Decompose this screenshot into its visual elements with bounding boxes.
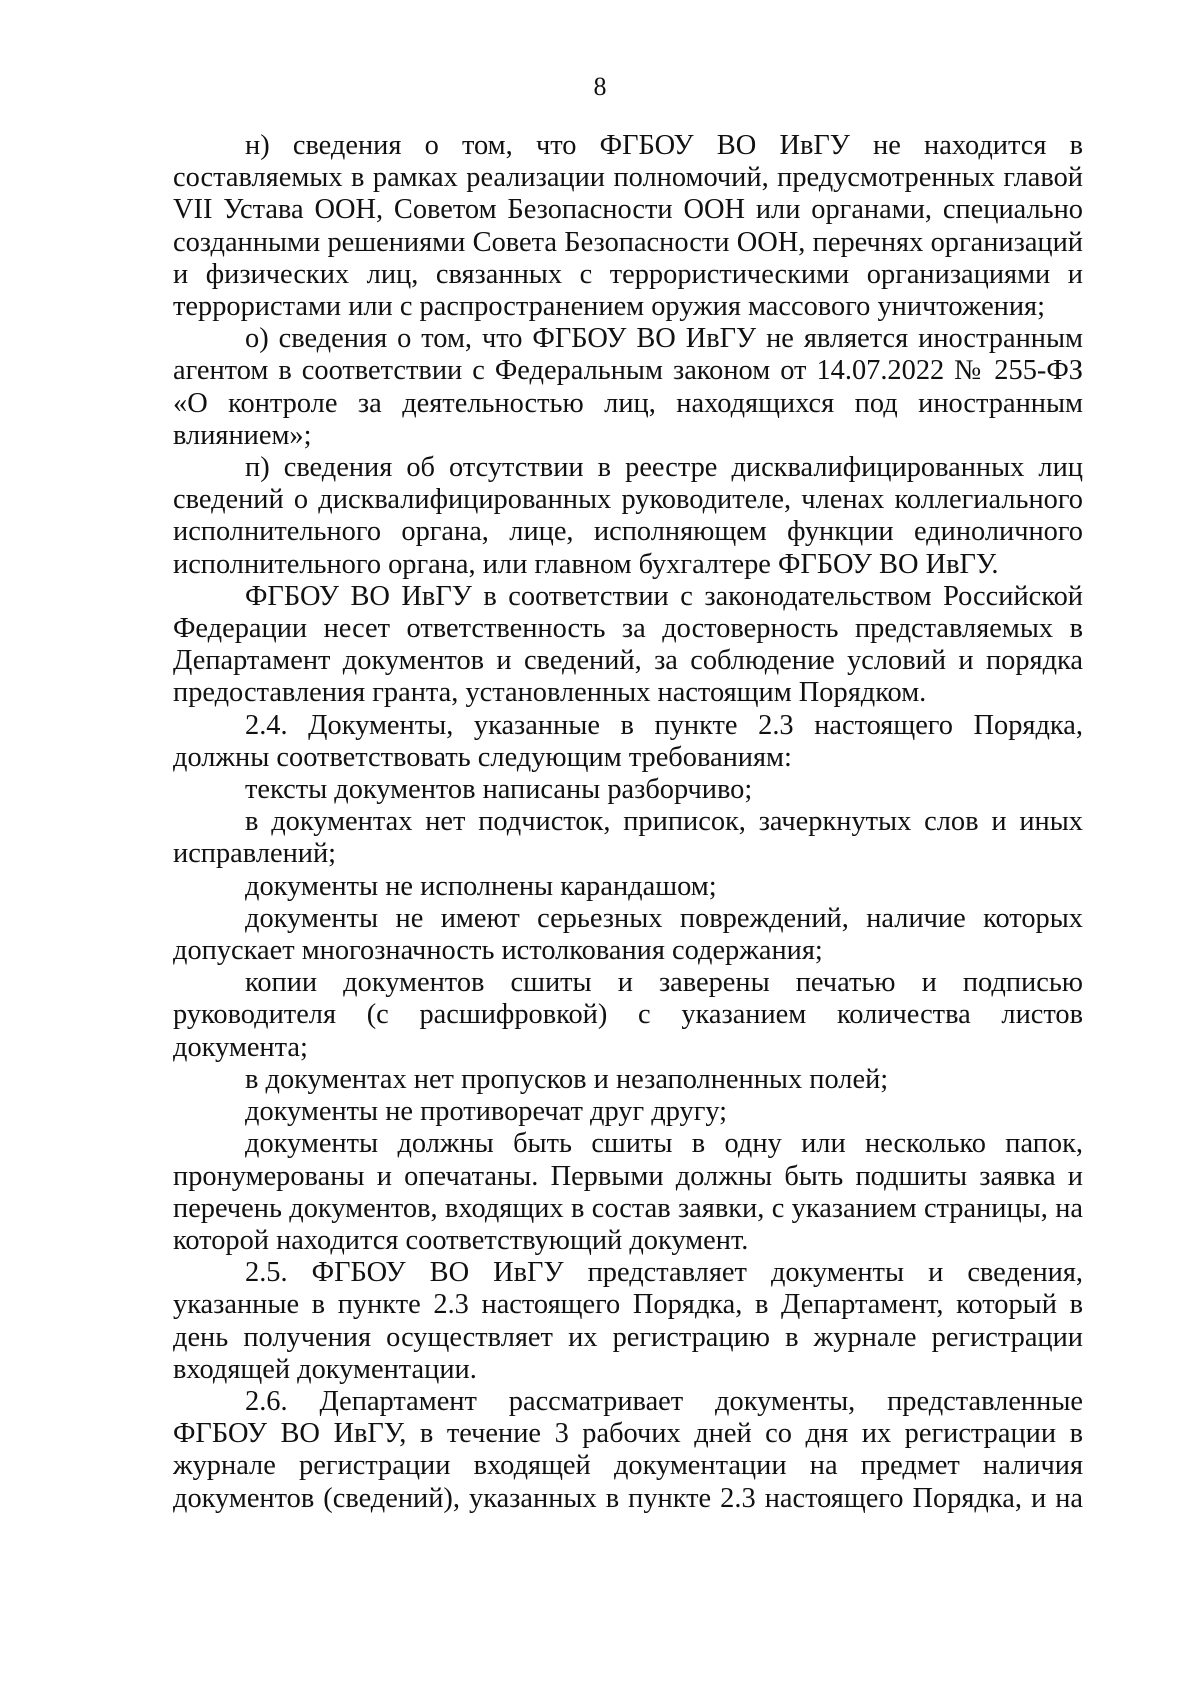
page-number: 8	[593, 72, 607, 101]
requirement-bound-folders: документы должны быть сшиты в одну или несколько папок, пронумерованы и опечатаны. Первыми должны быть подшиты заявка и перечень документов, входящих в состав заявки, с указанием страницы, на которой находится соответствующий документ.	[173, 1128, 1083, 1256]
requirement-no-erasures: в документах нет подчисток, приписок, зачеркнутых слов и иных исправлений;	[173, 806, 1083, 870]
requirement-no-contradictions: документы не противоречат друг другу;	[245, 1096, 728, 1128]
paragraph-2-4-requirements: 2.4. Документы, указанные в пункте 2.3 настоящего Порядка, должны соответствовать следующим требованиям:	[173, 709, 1083, 773]
requirement-legible: тексты документов написаны разборчиво;	[245, 774, 753, 806]
paragraph-o-foreign-agent: о) сведения о том, что ФГБОУ ВО ИвГУ не является иностранным агентом в соответствии с Федеральным законом от 14.07.2022 № 255-ФЗ «О контроле за деятельностью лиц, находящихся под иностранным влиянием»;	[173, 323, 1083, 451]
paragraph-p-disqualified-persons: п) сведения об отсутствии в реестре дисквалифицированных лиц сведений о дисквалифицированных руководителе, членах коллегиального исполнительного органа, лице, исполняющем функции единоличного исполнительного органа, или главном бухгалтере ФГБОУ ВО ИвГУ.	[173, 452, 1083, 580]
requirement-certified-copies: копии документов сшиты и заверены печатью и подписью руководителя (с расшифровкой) с указанием количества листов документа;	[173, 967, 1083, 1063]
requirement-no-pencil: документы не исполнены карандашом;	[245, 870, 717, 902]
document-body	[173, 130, 1083, 1515]
paragraph-n-terrorist-lists: н) сведения о том, что ФГБОУ ВО ИвГУ не находится в составляемых в рамках реализации полномочий, предусмотренных главой VII Устава ООН, Советом Безопасности ООН или органами, специально созданными решениями Совета Безопасности ООН, перечнях организаций и физических лиц, связанных с террористическими организациями и террористами или с распространением оружия массового уничтожения;	[173, 130, 1083, 323]
paragraph-2-6-review: 2.6. Департамент рассматривает документы, представленные ФГБОУ ВО ИвГУ, в течение 3 рабочих дней со дня их регистрации в журнале регистрации входящей документации на предмет наличия документов (сведений), указанных в пункте 2.3 настоящего Порядка, и на	[173, 1385, 1083, 1514]
paragraph-2-5-registration: 2.5. ФГБОУ ВО ИвГУ представляет документы и сведения, указанные в пункте 2.3 настоящего Порядка, в Департамент, который в день получения осуществляет их регистрацию в журнале регистрации входящей документации.	[173, 1257, 1083, 1385]
requirement-no-damage: документы не имеют серьезных повреждений, наличие которых допускает многозначность истолкования содержания;	[173, 902, 1083, 967]
paragraph-responsibility: ФГБОУ ВО ИвГУ в соответствии с законодательством Российской Федерации несет ответственность за достоверность представляемых в Департамент документов и сведений, за соблюдение условий и порядка предоставления гранта, установленных настоящим Порядком.	[173, 580, 1083, 709]
requirement-no-blanks: в документах нет пропусков и незаполненных полей;	[245, 1063, 889, 1095]
